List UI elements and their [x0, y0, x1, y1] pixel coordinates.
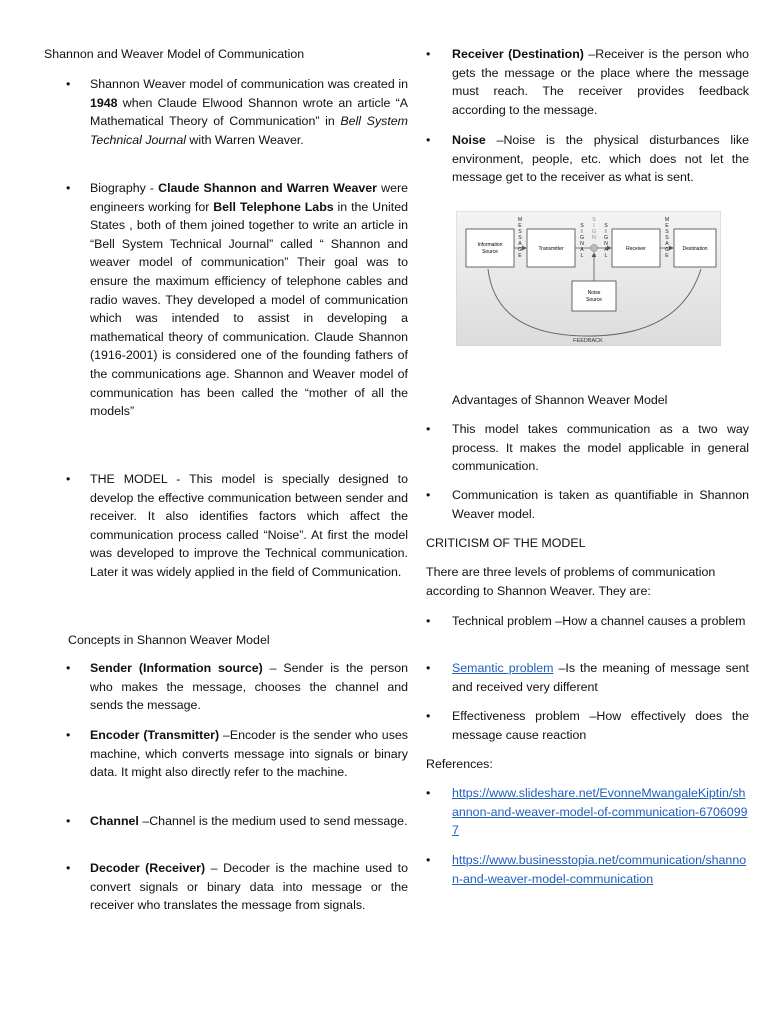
message-letter: A: [518, 241, 522, 247]
bullet: •: [426, 488, 431, 502]
message-letter: E: [665, 253, 669, 259]
signal-letter: G: [603, 235, 609, 241]
message-letter: E: [665, 223, 669, 229]
problem-text: Technical problem –How a channel causes a problem: [452, 614, 746, 628]
signal-letter: N: [580, 241, 584, 247]
criticism-intro-text: There are three levels of problems of communication according to Shannon Weaver. They are:: [426, 565, 716, 598]
message-letter: M: [517, 217, 523, 223]
model-text: THE MODEL - This model is specially designed to develop the effective communication between sender and receiver. It also identifies factors which affect the communication process called “Noise”. At first the model was developed to improve the Technical communication. Later it was widely applied in the field of Communication.: [90, 472, 408, 579]
bullet: •: [426, 661, 431, 675]
term: Channel: [90, 814, 139, 828]
bullet: •: [66, 861, 71, 875]
message-letter: M: [664, 217, 670, 223]
bullet: •: [426, 709, 431, 723]
concepts-heading: Concepts in Shannon Weaver Model: [68, 633, 270, 647]
problem-text: Effectiveness problem –How effectively does the message cause reaction: [452, 709, 749, 742]
term: Receiver (Destination): [452, 47, 584, 61]
message-letter: S: [665, 229, 669, 235]
text: when Claude Elwood Shannon wrote an article “A Mathematical Theory of Communication” in: [90, 95, 408, 129]
signal-letter: G: [579, 235, 585, 241]
signal-letter: A: [604, 247, 608, 253]
message-letter: G: [517, 247, 523, 253]
advantage-text: Communication is taken as quantifiable in Shannon Weaver model.: [452, 488, 749, 521]
year: 1948: [90, 95, 118, 110]
journal-name: Bell System Technical Journal: [90, 114, 408, 147]
message-letter: E: [518, 253, 522, 259]
bullet: •: [66, 472, 71, 486]
message-letter: E: [518, 223, 522, 229]
definition: –Receiver is the person who gets the message or the place where the message must reach. The receiver provides feedback according to the message.: [452, 47, 749, 117]
bullet: •: [426, 422, 431, 436]
signal-label-middle: [592, 217, 596, 241]
bullet: •: [66, 728, 71, 742]
noise-source-label-2: Source: [586, 297, 602, 303]
names: Claude Shannon and Warren Weaver: [158, 181, 378, 195]
message-letter: S: [518, 235, 522, 241]
signal-letter: I: [593, 223, 595, 229]
signal-letter: A: [580, 247, 584, 253]
definition: –Encoder is the sender who uses machine, which converts message into signals or binary data. It might also directly refer to the machine.: [90, 728, 408, 780]
reference-link[interactable]: https://www.businesstopia.net/communication/shannon-and-weaver-model-communication: [452, 853, 747, 886]
references-heading: References:: [426, 757, 493, 771]
bullet: •: [426, 133, 431, 147]
page-title: Shannon and Weaver Model of Communication: [44, 47, 305, 61]
text: with Warren Weaver.: [185, 132, 304, 147]
message-letter: G: [664, 247, 670, 253]
reference-link[interactable]: https://www.slideshare.net/EvonneMwangaleKiptin/shannon-and-weaver-model-of-communication-67060997: [452, 786, 748, 838]
noise-source-box: [572, 281, 616, 311]
term: Decoder (Receiver): [90, 861, 206, 875]
signal-letter: S: [580, 223, 584, 229]
bullet: •: [66, 661, 71, 675]
bullet: •: [426, 786, 431, 800]
signal-letter: I: [581, 229, 583, 235]
text: were engineers working for: [90, 181, 408, 214]
bullet: •: [66, 181, 71, 195]
message-letter: S: [518, 229, 522, 235]
destination-label: Destination: [682, 246, 708, 252]
problem-text: –Is the meaning of message sent and received very different: [452, 661, 749, 694]
signal-letter: G: [591, 229, 597, 235]
labs: Bell Telephone Labs: [213, 199, 334, 214]
noise-junction: [591, 245, 598, 252]
criticism-heading: CRITICISM OF THE MODEL: [426, 536, 586, 550]
definition: – Decoder is the machine used to convert signals or binary data into message or the receiver who translates the message from signals.: [90, 861, 408, 913]
transmitter-label: Transmitter: [538, 246, 564, 252]
signal-letter: L: [604, 253, 608, 259]
message-letter: A: [665, 241, 669, 247]
definition: – Sender is the person who makes the message, chooses the channel and sends the message.: [90, 661, 408, 713]
bullet: •: [426, 47, 431, 61]
info-source-label: Information: [477, 242, 503, 248]
message-label-left: [518, 217, 522, 259]
text: Shannon Weaver model of communication was created in: [90, 77, 408, 91]
signal-letter: N: [592, 235, 596, 241]
info-source-box: [466, 229, 514, 267]
bullet: •: [426, 853, 431, 867]
signal-letter: L: [580, 253, 584, 259]
message-label-right: [665, 217, 669, 259]
term: Noise: [452, 133, 486, 147]
message-letter: S: [665, 235, 669, 241]
term: Encoder (Transmitter): [90, 728, 220, 742]
definition: –Noise is the physical disturbances like environment, people, etc. which does not let the message get to the receiver as what is sent.: [452, 133, 749, 185]
text: in the United States , both of them joined together to write an article in “Bell System Technical Journal” called “ Shannon and weaver model of communication” Their goal was to ensure the maximum efficiency of telephone cables and radio waves. They developed a model of communication which was intended to assist in developing a mathematical theory of communication. Claude Shannon (1916-2001) is considered one of the founding fathers of the communications age. Shannon and Weaver model of communication has been called the “mother of all the models”: [90, 199, 408, 419]
bullet: •: [66, 77, 71, 91]
signal-letter: I: [605, 229, 607, 235]
advantages-heading: Advantages of Shannon Weaver Model: [452, 393, 668, 407]
definition: –Channel is the medium used to send message.: [138, 814, 408, 828]
bullet: •: [66, 814, 71, 828]
feedback-label: FEEDBACK: [573, 338, 603, 344]
receiver-label: Receiver: [626, 246, 646, 252]
semantic-problem-link[interactable]: Semantic problem: [452, 661, 554, 675]
signal-letter: N: [604, 241, 608, 247]
advantage-text: This model takes communication as a two way process. It makes the model applicable in general communication.: [452, 422, 749, 474]
text: Biography -: [90, 181, 159, 195]
bullet: •: [426, 614, 431, 628]
signal-letter: S: [604, 223, 608, 229]
term: Sender (Information source): [90, 661, 263, 675]
shannon-weaver-diagram: [456, 211, 721, 346]
info-source-label-2: Source: [482, 249, 498, 255]
signal-letter: S: [592, 217, 596, 223]
noise-source-label: Noise: [587, 290, 601, 296]
